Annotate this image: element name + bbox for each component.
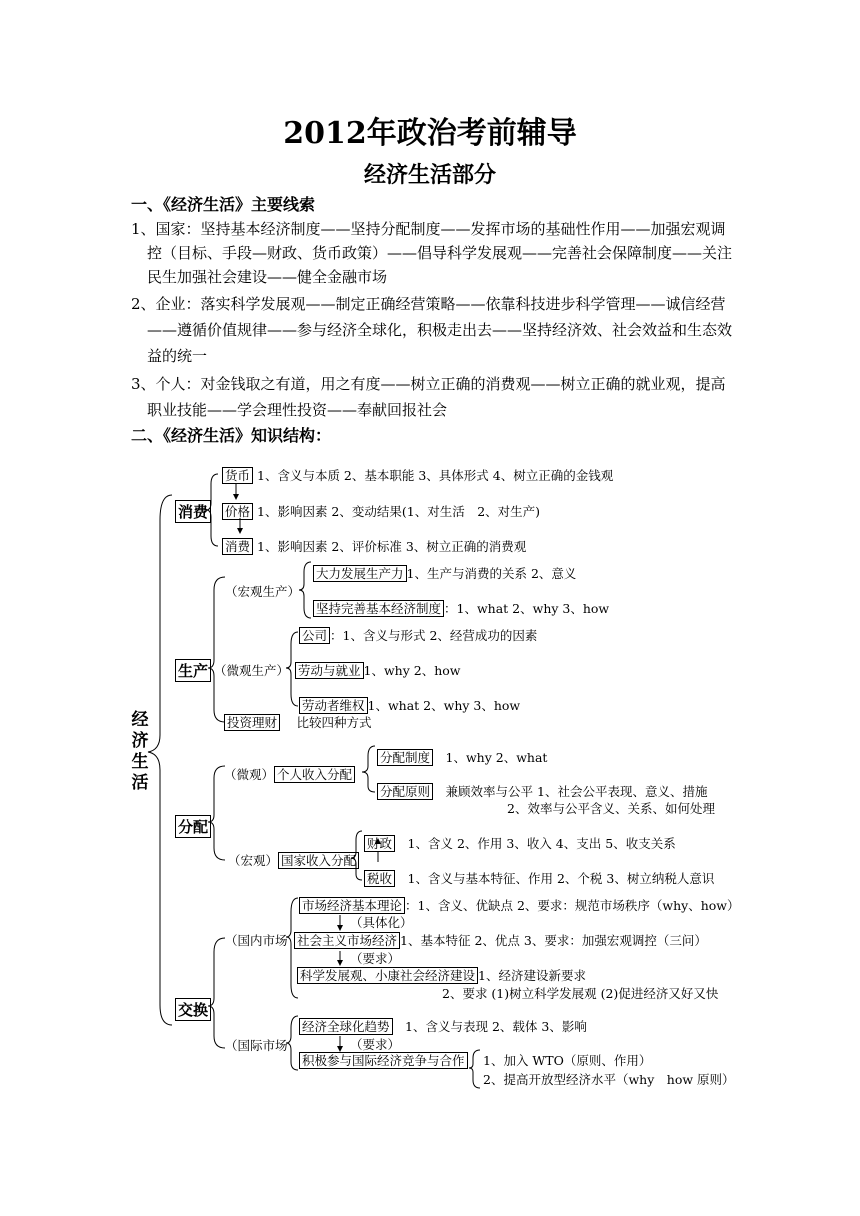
line-item1-2: 民生加强社会建设——健全金融市场 bbox=[147, 268, 388, 286]
basic-system-box: 坚持完善基本经济制度 bbox=[313, 600, 444, 617]
distribution-principle-text2: 2、效率与公平含义、关系、如何处理 bbox=[507, 801, 715, 816]
employment-text: 1、why 2、how bbox=[363, 663, 461, 678]
node-international-cooperation bbox=[299, 1051, 468, 1069]
company-text: ：1、含义与形式 2、经营成功的因素 bbox=[330, 628, 538, 643]
price-text: 1、影响因素 2、变动结果(1、对生活 2、对生产) bbox=[257, 504, 541, 519]
line-item2-1: ——遵循价值规律——参与经济全球化，积极走出去——坚持经济效、社会效益和生态效 bbox=[147, 321, 733, 339]
national-income-box: 国家收入分配 bbox=[278, 852, 359, 869]
node-consumption bbox=[222, 537, 526, 555]
distribution-system-box: 分配制度 bbox=[377, 749, 433, 766]
node-scientific-development bbox=[297, 966, 586, 984]
scientific-development-text: 1、经济建设新要求 bbox=[478, 968, 586, 983]
distribution-system-text: 1、why 2、what bbox=[445, 750, 548, 765]
section2-heading: 二、《经济生活》知识结构： bbox=[131, 426, 332, 445]
productivity-text: 1、生产与消费的关系 2、意义 bbox=[406, 566, 577, 581]
micro-production-label: （微观生产） bbox=[214, 663, 290, 678]
distribution-principle-box: 分配原则 bbox=[377, 783, 433, 800]
macro-production-label: （宏观生产） bbox=[225, 584, 301, 599]
scientific-development-box: 科学发展观、小康社会经济建设 bbox=[297, 967, 478, 984]
node-national-income bbox=[228, 851, 359, 869]
node-investment bbox=[224, 713, 372, 731]
worker-rights-text: 1、what 2、why 3、how bbox=[367, 698, 521, 713]
node-market-theory bbox=[299, 896, 739, 914]
node-personal-income bbox=[224, 765, 355, 783]
basic-system-text: ：1、what 2、why 3、how bbox=[444, 601, 610, 616]
investment-box: 投资理财 bbox=[224, 714, 280, 731]
node-tax bbox=[364, 869, 714, 887]
node-productivity bbox=[313, 564, 576, 582]
node-worker-rights bbox=[299, 696, 520, 714]
arrow-label-require2: （要求） bbox=[350, 1037, 401, 1052]
section1-heading: 一、《经济生活》主要线索 bbox=[131, 195, 316, 214]
category-exchange: 交换 bbox=[175, 998, 211, 1021]
node-basic-system bbox=[313, 599, 609, 617]
category-consumption: 消费 bbox=[175, 500, 211, 523]
personal-income-box: 个人收入分配 bbox=[274, 766, 355, 783]
line-item2-2: 益的统一 bbox=[147, 347, 208, 365]
page-title: 2012年政治考前辅导 bbox=[283, 116, 577, 151]
macro-distribution-label: （宏观） bbox=[228, 853, 279, 868]
distribution-principle-text: 兼顾效率与公平 1、社会公平表现、意义、措施 bbox=[445, 784, 708, 799]
productivity-box: 大力发展生产力 bbox=[313, 565, 407, 582]
international-cooperation-box: 积极参与国际经济竞争与合作 bbox=[299, 1052, 468, 1069]
category-production: 生产 bbox=[175, 659, 211, 682]
node-distribution-principle bbox=[377, 782, 707, 800]
node-finance bbox=[364, 834, 676, 852]
micro-distribution-label: （微观） bbox=[224, 767, 275, 782]
line-item1-1: 控（目标、手段—财政、货币政策）——倡导科学发展观——完善社会保障制度——关注 bbox=[147, 244, 733, 262]
international-cooperation-text1: 1、加入 WTO（原则、作用） bbox=[483, 1053, 652, 1068]
domestic-market-label: （国内市场 bbox=[225, 933, 288, 948]
globalization-text: 1、含义与表现 2、载体 3、影响 bbox=[405, 1019, 587, 1034]
line-item2-0: 2、企业：落实科学发展观——制定正确经营策略——依靠科技进步科学管理——诚信经营 bbox=[131, 295, 726, 313]
investment-text: 比较四种方式 bbox=[296, 715, 372, 730]
scientific-development-text2: 2、要求 (1)树立科学发展观 (2)促进经济又好又快 bbox=[442, 986, 719, 1001]
cons-box: 消费 bbox=[222, 538, 253, 555]
arrow-label-require1: （要求） bbox=[350, 951, 401, 966]
socialist-market-box: 社会主义市场经济 bbox=[294, 932, 400, 949]
market-theory-box: 市场经济基本理论 bbox=[299, 897, 405, 914]
line-item1-0: 1、国家：坚持基本经济制度——坚持分配制度——发挥市场的基础性作用——加强宏观调 bbox=[131, 220, 726, 238]
market-theory-text: ：1、含义、优缺点 2、要求：规范市场秩序（why、how） bbox=[405, 898, 740, 913]
node-company bbox=[299, 626, 537, 644]
finance-text: 1、含义 2、作用 3、收入 4、支出 5、收支关系 bbox=[407, 836, 676, 851]
company-box: 公司 bbox=[299, 627, 330, 644]
tax-text: 1、含义与基本特征、作用 2、个税 3、树立纳税人意识 bbox=[407, 871, 715, 886]
money-box: 货币 bbox=[222, 467, 253, 484]
money-text: 1、含义与本质 2、基本职能 3、具体形式 4、树立正确的金钱观 bbox=[257, 468, 614, 483]
international-market-label: （国际市场 bbox=[225, 1038, 288, 1053]
page-subtitle: 经济生活部分 bbox=[363, 162, 496, 188]
price-box: 价格 bbox=[222, 503, 253, 520]
international-cooperation-text2: 2、提高开放型经济水平（why how 原则） bbox=[483, 1072, 735, 1087]
cons-text: 1、影响因素 2、评价标准 3、树立正确的消费观 bbox=[257, 539, 527, 554]
node-distribution-system bbox=[377, 748, 547, 766]
category-distribution: 分配 bbox=[175, 815, 211, 838]
globalization-box: 经济全球化趋势 bbox=[299, 1018, 393, 1035]
node-money bbox=[222, 466, 613, 484]
finance-box: 财政 bbox=[364, 835, 395, 852]
diagram-root: 经济生活 bbox=[131, 710, 149, 793]
employment-box: 劳动与就业 bbox=[295, 662, 364, 679]
arrow-label-concrete: （具体化） bbox=[350, 915, 413, 930]
tax-box: 税收 bbox=[364, 870, 395, 887]
node-employment bbox=[295, 661, 460, 679]
line-item3-1: 职业技能——学会理性投资——奉献回报社会 bbox=[147, 401, 448, 419]
socialist-market-text: 1、基本特征 2、优点 3、要求：加强宏观调控（三问） bbox=[400, 933, 707, 948]
node-socialist-market bbox=[294, 931, 707, 949]
node-price bbox=[222, 502, 540, 520]
node-globalization bbox=[299, 1017, 587, 1035]
line-item3-0: 3、个人：对金钱取之有道，用之有度——树立正确的消费观——树立正确的就业观，提高 bbox=[131, 375, 726, 393]
worker-rights-box: 劳动者维权 bbox=[299, 697, 368, 714]
